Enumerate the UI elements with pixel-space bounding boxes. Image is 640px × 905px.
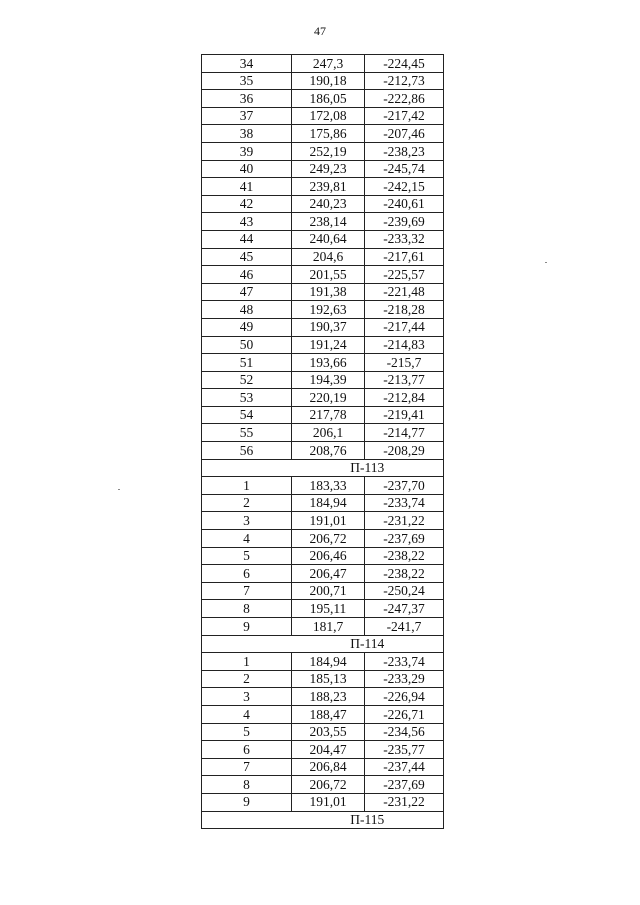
value-b-cell: -242,15 xyxy=(365,178,444,196)
table-row xyxy=(202,477,444,495)
section-header-row xyxy=(202,635,444,653)
value-b-cell: -241,7 xyxy=(365,618,444,636)
row-number-cell: 36 xyxy=(202,90,292,108)
row-number-cell: 1 xyxy=(202,477,292,495)
value-b-cell: -233,74 xyxy=(365,653,444,671)
row-number-cell: 9 xyxy=(202,793,292,811)
value-a-cell: 191,38 xyxy=(292,283,365,301)
scan-speck xyxy=(545,262,547,263)
value-b-cell: -207,46 xyxy=(365,125,444,143)
value-b-cell: -212,84 xyxy=(365,389,444,407)
value-a-cell: 206,84 xyxy=(292,758,365,776)
value-b-cell: -237,69 xyxy=(365,776,444,794)
value-b-cell: -226,71 xyxy=(365,705,444,723)
table-row xyxy=(202,371,444,389)
value-a-cell: 203,55 xyxy=(292,723,365,741)
table-row xyxy=(202,653,444,671)
row-number-cell: 8 xyxy=(202,600,292,618)
section-title: П-114 xyxy=(292,635,444,653)
table-row xyxy=(202,758,444,776)
table-row xyxy=(202,670,444,688)
value-b-cell: -217,44 xyxy=(365,318,444,336)
table-row xyxy=(202,600,444,618)
value-a-cell: 240,64 xyxy=(292,230,365,248)
value-a-cell: 208,76 xyxy=(292,442,365,460)
value-a-cell: 172,08 xyxy=(292,107,365,125)
row-number-cell: 38 xyxy=(202,125,292,143)
value-b-cell: -217,61 xyxy=(365,248,444,266)
row-number-cell: 35 xyxy=(202,72,292,90)
table-row xyxy=(202,266,444,284)
value-b-cell: -238,22 xyxy=(365,547,444,565)
section-header-row xyxy=(202,459,444,477)
value-a-cell: 193,66 xyxy=(292,354,365,372)
table-row xyxy=(202,283,444,301)
value-a-cell: 206,72 xyxy=(292,776,365,794)
value-a-cell: 201,55 xyxy=(292,266,365,284)
row-number-cell: 6 xyxy=(202,565,292,583)
value-b-cell: -250,24 xyxy=(365,582,444,600)
table-row xyxy=(202,530,444,548)
value-b-cell: -212,73 xyxy=(365,72,444,90)
section-blank-cell xyxy=(202,811,292,829)
value-b-cell: -233,74 xyxy=(365,494,444,512)
value-b-cell: -247,37 xyxy=(365,600,444,618)
row-number-cell: 37 xyxy=(202,107,292,125)
value-b-cell: -215,7 xyxy=(365,354,444,372)
value-b-cell: -245,74 xyxy=(365,160,444,178)
value-b-cell: -238,22 xyxy=(365,565,444,583)
value-b-cell: -233,29 xyxy=(365,670,444,688)
row-number-cell: 43 xyxy=(202,213,292,231)
value-b-cell: -213,77 xyxy=(365,371,444,389)
table-row xyxy=(202,213,444,231)
table-row xyxy=(202,195,444,213)
section-blank-cell xyxy=(202,635,292,653)
row-number-cell: 53 xyxy=(202,389,292,407)
table-row xyxy=(202,547,444,565)
value-a-cell: 191,01 xyxy=(292,793,365,811)
row-number-cell: 48 xyxy=(202,301,292,319)
value-b-cell: -238,23 xyxy=(365,142,444,160)
table-row xyxy=(202,406,444,424)
row-number-cell: 39 xyxy=(202,142,292,160)
row-number-cell: 56 xyxy=(202,442,292,460)
row-number-cell: 5 xyxy=(202,547,292,565)
value-a-cell: 190,18 xyxy=(292,72,365,90)
scan-speck xyxy=(118,489,120,490)
value-a-cell: 183,33 xyxy=(292,477,365,495)
row-number-cell: 42 xyxy=(202,195,292,213)
table-row xyxy=(202,424,444,442)
value-a-cell: 194,39 xyxy=(292,371,365,389)
value-a-cell: 206,46 xyxy=(292,547,365,565)
row-number-cell: 5 xyxy=(202,723,292,741)
section-title: П-115 xyxy=(292,811,444,829)
table-row xyxy=(202,776,444,794)
table-row xyxy=(202,107,444,125)
value-a-cell: 249,23 xyxy=(292,160,365,178)
table-row xyxy=(202,178,444,196)
value-b-cell: -237,44 xyxy=(365,758,444,776)
value-b-cell: -234,56 xyxy=(365,723,444,741)
table-row xyxy=(202,389,444,407)
value-b-cell: -214,83 xyxy=(365,336,444,354)
value-b-cell: -208,29 xyxy=(365,442,444,460)
row-number-cell: 2 xyxy=(202,494,292,512)
table-body xyxy=(202,55,444,829)
table-row xyxy=(202,142,444,160)
value-a-cell: 217,78 xyxy=(292,406,365,424)
value-b-cell: -226,94 xyxy=(365,688,444,706)
table-row xyxy=(202,512,444,530)
row-number-cell: 47 xyxy=(202,283,292,301)
row-number-cell: 7 xyxy=(202,758,292,776)
value-a-cell: 184,94 xyxy=(292,653,365,671)
value-b-cell: -231,22 xyxy=(365,793,444,811)
table-row xyxy=(202,494,444,512)
value-b-cell: -235,77 xyxy=(365,741,444,759)
row-number-cell: 51 xyxy=(202,354,292,372)
table-row xyxy=(202,248,444,266)
row-number-cell: 9 xyxy=(202,618,292,636)
value-a-cell: 206,47 xyxy=(292,565,365,583)
table-row xyxy=(202,230,444,248)
table-row xyxy=(202,688,444,706)
value-a-cell: 204,6 xyxy=(292,248,365,266)
value-a-cell: 206,1 xyxy=(292,424,365,442)
section-title: П-113 xyxy=(292,459,444,477)
row-number-cell: 46 xyxy=(202,266,292,284)
table-row xyxy=(202,793,444,811)
value-a-cell: 190,37 xyxy=(292,318,365,336)
value-b-cell: -225,57 xyxy=(365,266,444,284)
value-a-cell: 192,63 xyxy=(292,301,365,319)
table-row xyxy=(202,741,444,759)
value-a-cell: 252,19 xyxy=(292,142,365,160)
section-header-row xyxy=(202,811,444,829)
table-row xyxy=(202,565,444,583)
row-number-cell: 49 xyxy=(202,318,292,336)
row-number-cell: 3 xyxy=(202,512,292,530)
table-row xyxy=(202,582,444,600)
row-number-cell: 41 xyxy=(202,178,292,196)
table-row xyxy=(202,55,444,73)
table-row xyxy=(202,618,444,636)
value-b-cell: -221,48 xyxy=(365,283,444,301)
row-number-cell: 8 xyxy=(202,776,292,794)
value-a-cell: 181,7 xyxy=(292,618,365,636)
value-a-cell: 186,05 xyxy=(292,90,365,108)
table-row xyxy=(202,705,444,723)
table-row xyxy=(202,160,444,178)
section-blank-cell xyxy=(202,459,292,477)
value-a-cell: 200,71 xyxy=(292,582,365,600)
table-row xyxy=(202,723,444,741)
coordinates-table xyxy=(201,54,444,829)
value-a-cell: 191,24 xyxy=(292,336,365,354)
value-b-cell: -222,86 xyxy=(365,90,444,108)
value-b-cell: -217,42 xyxy=(365,107,444,125)
row-number-cell: 2 xyxy=(202,670,292,688)
table-row xyxy=(202,301,444,319)
value-a-cell: 184,94 xyxy=(292,494,365,512)
table-row xyxy=(202,336,444,354)
value-a-cell: 185,13 xyxy=(292,670,365,688)
value-b-cell: -219,41 xyxy=(365,406,444,424)
row-number-cell: 6 xyxy=(202,741,292,759)
row-number-cell: 50 xyxy=(202,336,292,354)
value-b-cell: -239,69 xyxy=(365,213,444,231)
value-a-cell: 204,47 xyxy=(292,741,365,759)
value-b-cell: -231,22 xyxy=(365,512,444,530)
value-b-cell: -218,28 xyxy=(365,301,444,319)
value-a-cell: 195,11 xyxy=(292,600,365,618)
table-row xyxy=(202,125,444,143)
table-row xyxy=(202,442,444,460)
row-number-cell: 55 xyxy=(202,424,292,442)
row-number-cell: 3 xyxy=(202,688,292,706)
value-a-cell: 239,81 xyxy=(292,178,365,196)
value-a-cell: 238,14 xyxy=(292,213,365,231)
value-b-cell: -224,45 xyxy=(365,55,444,73)
row-number-cell: 34 xyxy=(202,55,292,73)
row-number-cell: 52 xyxy=(202,371,292,389)
value-a-cell: 206,72 xyxy=(292,530,365,548)
value-b-cell: -240,61 xyxy=(365,195,444,213)
value-a-cell: 220,19 xyxy=(292,389,365,407)
table-row xyxy=(202,354,444,372)
value-a-cell: 247,3 xyxy=(292,55,365,73)
value-a-cell: 188,47 xyxy=(292,705,365,723)
table-row xyxy=(202,90,444,108)
row-number-cell: 45 xyxy=(202,248,292,266)
value-a-cell: 191,01 xyxy=(292,512,365,530)
row-number-cell: 4 xyxy=(202,530,292,548)
row-number-cell: 44 xyxy=(202,230,292,248)
value-b-cell: -214,77 xyxy=(365,424,444,442)
value-b-cell: -237,70 xyxy=(365,477,444,495)
row-number-cell: 40 xyxy=(202,160,292,178)
value-a-cell: 175,86 xyxy=(292,125,365,143)
table-row xyxy=(202,72,444,90)
value-b-cell: -237,69 xyxy=(365,530,444,548)
value-a-cell: 188,23 xyxy=(292,688,365,706)
value-a-cell: 240,23 xyxy=(292,195,365,213)
row-number-cell: 54 xyxy=(202,406,292,424)
row-number-cell: 4 xyxy=(202,705,292,723)
table-row xyxy=(202,318,444,336)
row-number-cell: 1 xyxy=(202,653,292,671)
page-number: 47 xyxy=(314,24,326,38)
value-b-cell: -233,32 xyxy=(365,230,444,248)
row-number-cell: 7 xyxy=(202,582,292,600)
